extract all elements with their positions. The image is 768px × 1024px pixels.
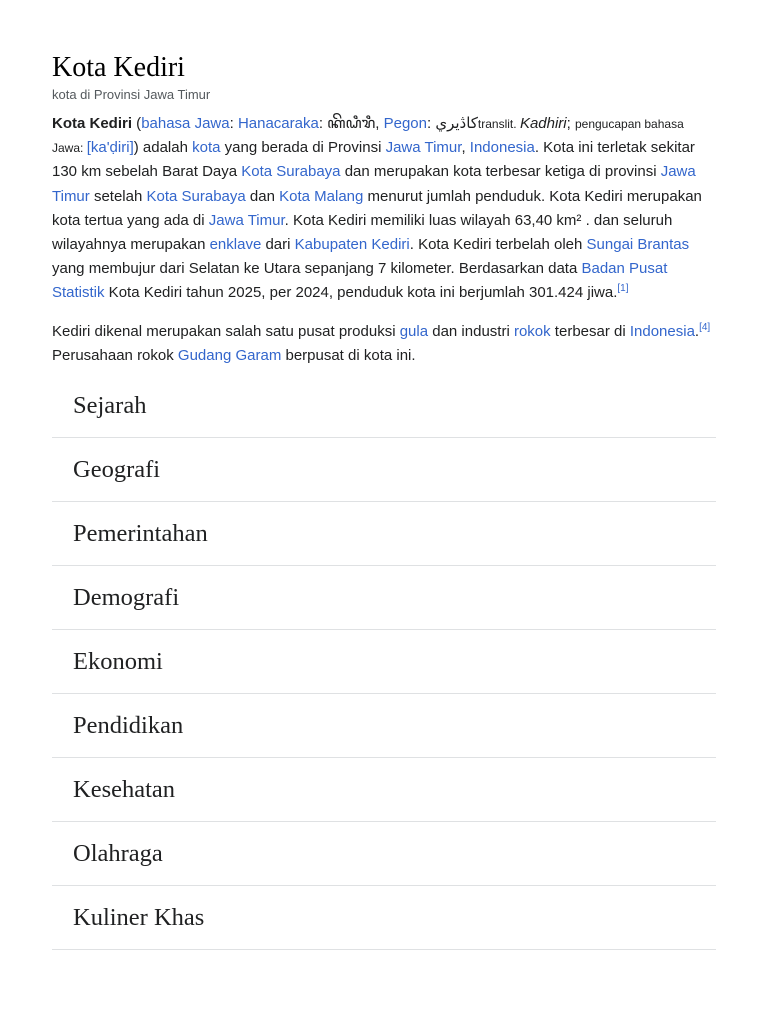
intro-text: ( [132, 115, 142, 132]
intro-text: dan merupakan kota terbesar ketiga di provinsi [340, 163, 661, 181]
link-hanacaraka[interactable]: Hanacaraka [237, 115, 319, 132]
economy-text: terbesar di [550, 322, 630, 340]
intro-text: . Kota ini terletak sekitar 130 km sebelah Barat Daya [52, 139, 695, 181]
link-sungai-brantas[interactable]: Sungai Brantas [586, 236, 690, 254]
intro-text: . Kota Kediri terbelah oleh [409, 236, 587, 254]
link-bahasa-jawa[interactable]: bahasa Jawa [141, 115, 230, 132]
link-kabupaten-kediri[interactable]: Kabupaten Kediri [294, 236, 410, 254]
economy-text: . [694, 322, 700, 340]
section-heading-geografi[interactable]: Geografi [52, 438, 716, 502]
link-jawa-timur[interactable]: Jawa Timur [52, 163, 696, 205]
intro-text: setelah [89, 187, 147, 205]
intro-text: , [461, 139, 470, 157]
link-kota-surabaya[interactable]: Kota Surabaya [146, 187, 246, 205]
translit-value: Kadhiri [519, 115, 567, 132]
translit-label: translit. [477, 117, 520, 131]
intro-text: : [426, 115, 436, 132]
intro-text: : [229, 115, 238, 132]
link-rokok[interactable]: rokok [513, 322, 551, 340]
reference-4[interactable] [699, 322, 710, 333]
reference-link[interactable]: [1] [617, 283, 629, 295]
link-indonesia[interactable]: Indonesia [629, 322, 695, 340]
economy-text: dan industri [428, 322, 514, 340]
link-kota[interactable]: kota [192, 139, 221, 157]
intro-paragraph [52, 112, 716, 306]
collapsible-sections-list [52, 375, 716, 950]
link-pegon[interactable]: Pegon [383, 115, 427, 132]
intro-text: Kota Kediri tahun 2025, per 2024, penduduk kota ini berjumlah 301.424 jiwa. [104, 284, 618, 302]
page-subtitle: kota di Provinsi Jawa Timur [52, 87, 211, 102]
section-heading-demografi[interactable]: Demografi [52, 566, 716, 630]
economy-paragraph [52, 320, 716, 368]
intro-bold-name: Kota Kediri [52, 115, 133, 132]
section-heading-ekonomi[interactable]: Ekonomi [52, 630, 716, 694]
intro-arabic-script: كاڎيري [435, 115, 478, 132]
link-enklave[interactable]: enklave [209, 236, 262, 254]
intro-text: menurut jumlah penduduk. Kota Kediri merupakan kota tertua yang ada di [52, 187, 702, 229]
section-heading-olahraga[interactable]: Olahraga [52, 822, 716, 886]
link-gula[interactable]: gula [399, 322, 429, 340]
intro-text: ) adalah [133, 139, 193, 157]
section-heading-pemerintahan[interactable]: Pemerintahan [52, 502, 716, 566]
link-jawa-timur[interactable]: Jawa Timur [385, 139, 462, 157]
link-jawa-timur[interactable]: Jawa Timur [208, 211, 285, 229]
link-ipa[interactable]: [ka'ḍiri] [86, 139, 134, 157]
economy-text: Perusahaan rokok [52, 346, 178, 364]
economy-text: berpusat di kota ini. [281, 346, 416, 364]
link-kota-malang[interactable]: Kota Malang [279, 187, 364, 205]
intro-text: yang berada di Provinsi [220, 139, 386, 157]
intro-text: yang membujur dari Selatan ke Utara sepanjang 7 kilometer. Berdasarkan data [52, 260, 582, 278]
link-kota-surabaya[interactable]: Kota Surabaya [241, 163, 341, 181]
intro-javanese-script: : ꦏꦼꦝꦶꦫꦶ, [318, 115, 384, 132]
section-heading-sejarah[interactable]: Sejarah [52, 375, 716, 438]
link-gudang-garam[interactable]: Gudang Garam [177, 346, 282, 364]
intro-text: dari [261, 236, 295, 254]
section-heading-pendidikan[interactable]: Pendidikan [52, 694, 716, 758]
section-heading-kuliner-khas[interactable]: Kuliner Khas [52, 886, 716, 950]
intro-text: dan [245, 187, 280, 205]
link-badan-pusat-statistik[interactable]: Badan Pusat Statistik [52, 260, 668, 302]
section-heading-kesehatan[interactable]: Kesehatan [52, 758, 716, 822]
link-indonesia[interactable]: Indonesia [469, 139, 535, 157]
intro-text: ; [566, 115, 575, 132]
page-title: Kota Kediri [52, 52, 185, 83]
intro-text: . Kota Kediri memiliki luas wilayah 63,40 km² . dan seluruh wilayahnya merupakan [52, 211, 673, 254]
pronunciation-label: pengucapan bahasa Jawa: [52, 117, 684, 156]
reference-link[interactable]: [4] [699, 321, 711, 333]
reference-1[interactable] [617, 283, 628, 294]
economy-text: Kediri dikenal merupakan salah satu pusat produksi [52, 322, 400, 340]
